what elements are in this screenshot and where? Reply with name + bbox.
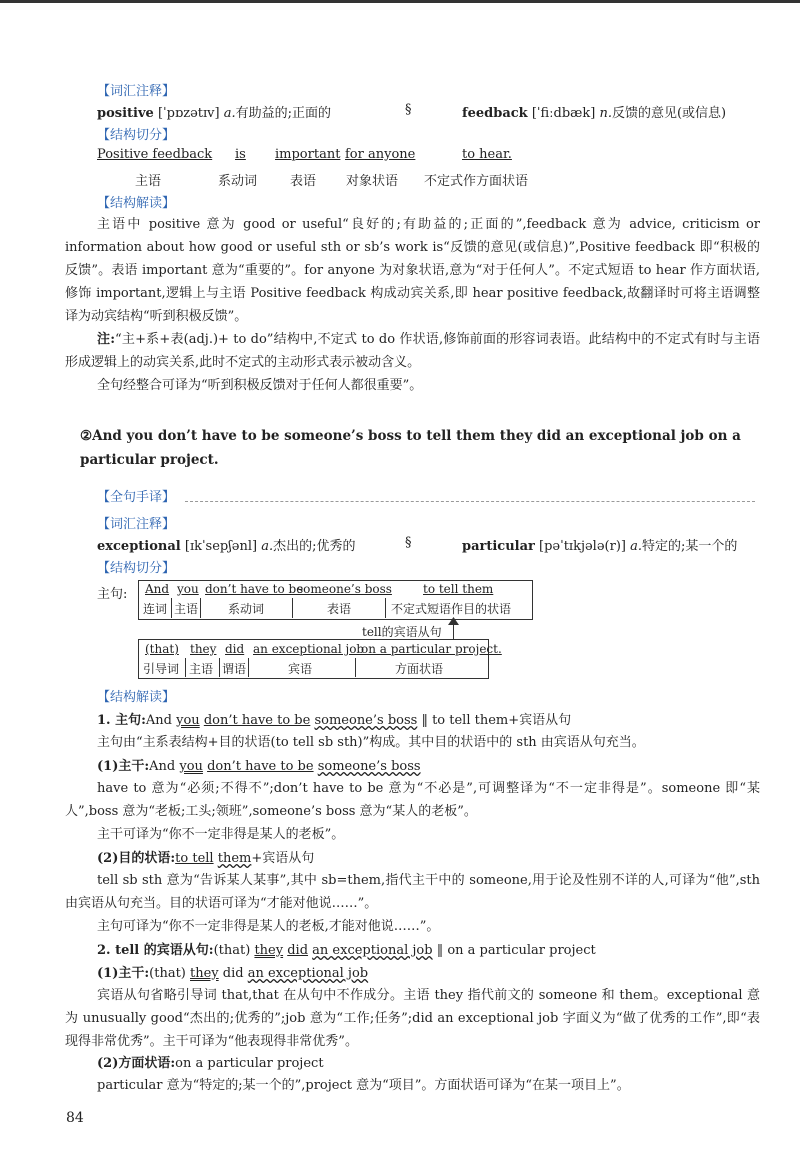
main-word: don’t have to be xyxy=(205,582,304,596)
vocab-heading-2: 【词汇注释】 xyxy=(97,517,176,532)
vocab-entry-particular: particular [pəˈtɪkjələ(r)] a.特定的;某一个的 xyxy=(462,539,738,554)
vocab-heading-1: 【词汇注释】 xyxy=(97,84,176,99)
cut-word: for anyone xyxy=(345,147,416,162)
page-number: 84 xyxy=(66,1110,84,1126)
s2-paragraph: tell sb sth 意为“告诉某人某事”,其中 sb=them,指代主干中的 someone,用于论及性别不详的人,可译为“他”,sth 由宾语从句充当。目的状语可译为“才能对他说……”。 xyxy=(65,873,760,911)
sub-label: 引导词 xyxy=(143,662,180,676)
cut-word: important xyxy=(275,147,341,162)
sub-word: on a particular project. xyxy=(361,642,502,656)
cut-heading-2: 【结构切分】 xyxy=(97,561,176,576)
sub-label: 谓语 xyxy=(222,662,247,676)
s3-paragraph: 宾语从句省略引导词 that,that 在从句中不作成分。主语 they 指代前文的 someone 和 them。exceptional 意为 unusually good“杰出的;优秀的”;job 意为“工作;任务”;did an exceptional job 字面义为“做了优秀的工作”,即“表现得非常优秀”。主干可译为“他表现得非常优秀”。 xyxy=(65,988,760,1049)
cut-label: 不定式作方面状语 xyxy=(424,174,529,189)
top-rule xyxy=(0,0,800,3)
s2-translation: 主句可译为“你不一定非得是某人的老板,才能对他说……”。 xyxy=(97,919,440,934)
s1-paragraph: have to 意为“必须;不得不”;don’t have to be 意为“不必是”,可调整译为“不一定非得是”。someone 即“某人”,boss 意为“老板;工头;领班”,someone’s boss 意为“某人的老板”。 xyxy=(65,781,760,819)
arrow-up-icon xyxy=(448,617,459,625)
divider xyxy=(248,658,249,677)
main-word: to tell them xyxy=(423,582,494,596)
sentence-2: ②And you don’t have to be someone’s boss to tell them they did an exceptional job on a particular project. xyxy=(80,428,741,468)
vocab-entry-positive: positive [ˈpɒzətɪv] a.有助益的;正面的 xyxy=(97,106,331,121)
main-label: 系动词 xyxy=(228,602,265,616)
s3-line: (1)主干:(that) they did an exceptional job xyxy=(97,966,369,981)
translation-blank-line[interactable] xyxy=(185,501,755,502)
translation-heading: 【全句手译】 xyxy=(97,490,176,505)
divider xyxy=(200,598,201,618)
main-label: 表语 xyxy=(327,602,352,616)
main-clause-label: 主句: xyxy=(97,587,128,602)
main-word: And xyxy=(145,582,170,596)
sub-label: 宾语 xyxy=(288,662,313,676)
h2-line: 2. tell 的宾语从句:(that) they did an exceptional job ‖ on a particular project xyxy=(97,943,596,958)
cut-label: 对象状语 xyxy=(346,174,399,189)
s4-line: (2)方面状语:on a particular project xyxy=(97,1056,324,1071)
analysis-heading-1: 【结构解读】 xyxy=(97,196,176,211)
s4-paragraph: particular 意为“特定的;某一个的”,project 意为“项目”。方面状语可译为“在某一项目上”。 xyxy=(97,1078,630,1093)
main-label: 不定式短语作目的状语 xyxy=(391,602,512,616)
vocab-separator-icon: § xyxy=(405,102,412,117)
cut-label: 表语 xyxy=(290,174,317,189)
sub-label: 方面状语 xyxy=(395,662,444,676)
divider xyxy=(355,658,356,677)
h1-line: 1. 主句:And you don’t have to be someone’s boss ‖ to tell them+宾语从句 xyxy=(97,713,572,728)
divider xyxy=(385,598,386,618)
h1-paragraph: 主句由“主系表结构+目的状语(to tell sb sth)”构成。其中目的状语中的 sth 由宾语从句充当。 xyxy=(97,735,645,750)
cut-word: Positive feedback xyxy=(97,147,213,162)
cut-heading-1: 【结构切分】 xyxy=(97,128,176,143)
sub-label: 主语 xyxy=(189,662,214,676)
divider xyxy=(219,658,220,677)
cut-word: to hear. xyxy=(462,147,512,162)
cut-label: 系动词 xyxy=(218,174,258,189)
translation-paragraph: 全句经整合可译为“听到积极反馈对于任何人都很重要”。 xyxy=(97,378,423,393)
cut-label: 主语 xyxy=(135,174,162,189)
main-word: you xyxy=(177,582,199,596)
arrow-label: tell的宾语从句 xyxy=(362,625,442,639)
note-paragraph: 注:“主+系+表(adj.)+ to do”结构中,不定式 to do 作状语,修饰前面的形容词表语。此结构中的不定式有时与主语形成逻辑上的动宾关系,此时不定式的主动形式表示被动含义。 xyxy=(65,332,760,370)
sub-word: an exceptional job xyxy=(253,642,365,656)
divider xyxy=(171,598,172,618)
analysis-paragraph: 主语中 positive 意为 good or useful“良好的;有助益的;正面的”,feedback 意为 advice, criticism or information about how good or useful sth or sb’s work is“反馈的意见(或信息)”,Positive feedback 即“积极的反馈”。表语 important 意为“重要的”。for anyone 为对象状语,意为“对于任何人”。不定式短语 to hear 作方面状语,修饰 important,逻辑上与主语 Positive feedback 构成动宾关系,即 hear positive feedback,故翻译时可将主语调整译为动宾结构“听到积极反馈”。 xyxy=(65,217,760,324)
sub-word: they xyxy=(190,642,217,656)
analysis-heading-2: 【结构解读】 xyxy=(97,690,176,705)
vocab-entry-exceptional: exceptional [ɪkˈsepʃənl] a.杰出的;优秀的 xyxy=(97,539,356,554)
vocab-entry-feedback: feedback [ˈfiːdbæk] n.反馈的意见(或信息) xyxy=(462,106,727,121)
vocab-separator-icon: § xyxy=(405,535,412,550)
cut-word: is xyxy=(235,147,246,162)
sub-word: did xyxy=(225,642,245,656)
divider xyxy=(292,598,293,618)
main-word: someone’s boss xyxy=(297,582,392,596)
sub-word: (that) xyxy=(145,642,179,656)
divider xyxy=(185,658,186,677)
s2-line: (2)目的状语:to tell them+宾语从句 xyxy=(97,851,315,866)
s1-translation: 主干可译为“你不一定非得是某人的老板”。 xyxy=(97,827,345,842)
main-label: 主语 xyxy=(174,602,199,616)
s1-line: (1)主干:And you don’t have to be someone’s boss xyxy=(97,759,421,774)
main-label: 连词 xyxy=(143,602,168,616)
